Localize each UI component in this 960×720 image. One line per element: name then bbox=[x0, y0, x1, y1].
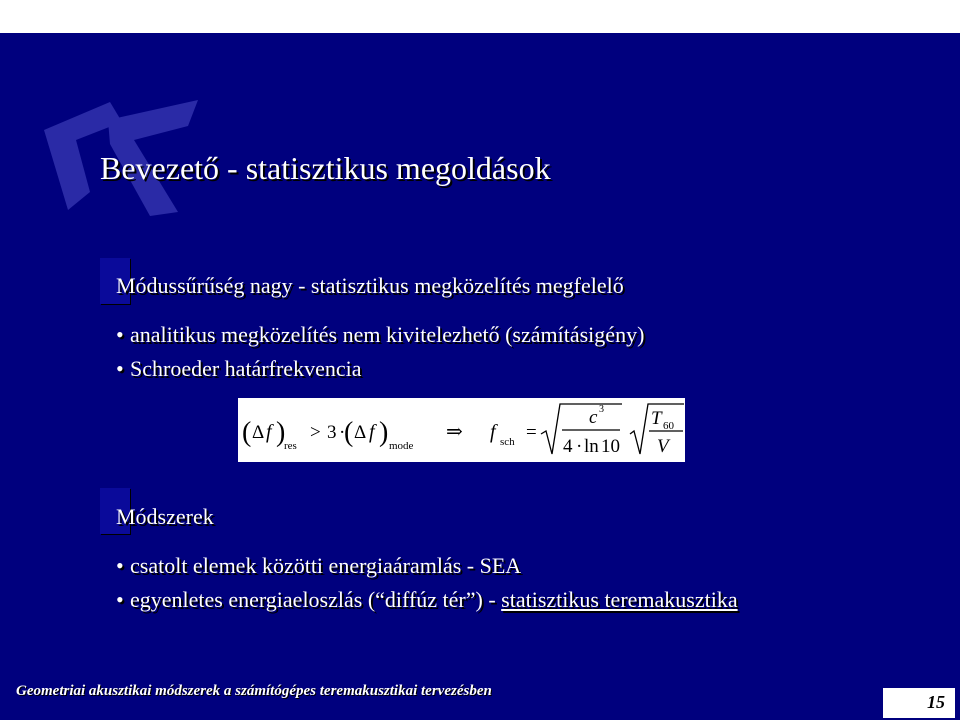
formula-sub-mode: mode bbox=[389, 440, 414, 452]
page-number: 15 bbox=[927, 692, 945, 712]
formula-f-3: f bbox=[490, 421, 496, 443]
bullet-marker: • bbox=[116, 322, 124, 347]
section-heading-2: Módszerek bbox=[116, 504, 214, 529]
formula-delta-1: Δ bbox=[252, 422, 265, 443]
footer-text: Geometriai akusztikai módszerek a számítógépes teremakusztikai tervezésben bbox=[16, 683, 492, 699]
formula-ten: 10 bbox=[601, 436, 620, 457]
formula-dot-1: · bbox=[339, 422, 346, 443]
bullet-marker: • bbox=[116, 553, 124, 578]
formula-lparen-2: ( bbox=[344, 417, 354, 448]
formula-V: V bbox=[657, 436, 669, 457]
bullet-text: analitikus megközelítés nem kivitelezhető (számításigény) bbox=[130, 322, 645, 347]
formula-three: 3 bbox=[327, 422, 337, 443]
page-number-box bbox=[883, 688, 955, 718]
formula-gt: > bbox=[310, 422, 321, 443]
formula-c: c bbox=[589, 407, 598, 428]
bullet-marker: • bbox=[116, 356, 124, 381]
section-heading-1: Módussűrűség nagy - statisztikus megközelítés megfelelő bbox=[116, 273, 624, 298]
formula-f-2: f bbox=[369, 421, 375, 443]
slide-title: Bevezető - statisztikus megoldások bbox=[100, 150, 551, 186]
formula-sub-sch: sch bbox=[500, 436, 515, 448]
bullet-text: egyenletes energiaeloszlás (“diffúz tér”) - bbox=[130, 587, 502, 612]
formula-sub-res: res bbox=[284, 440, 297, 452]
formula-f-1: f bbox=[266, 421, 272, 443]
bullet-item-1 bbox=[116, 321, 644, 349]
formula-rparen-2: ) bbox=[379, 417, 389, 448]
schroeder-formula bbox=[238, 398, 685, 462]
formula-eq: = bbox=[526, 422, 537, 443]
formula-four: 4 bbox=[563, 436, 573, 457]
formula-implies: ⇒ bbox=[446, 421, 463, 443]
bullet-text: Schroeder határfrekvencia bbox=[130, 356, 362, 381]
formula-delta-2: Δ bbox=[354, 422, 367, 443]
bullet-item-3 bbox=[116, 552, 521, 580]
formula-exp3: 3 bbox=[599, 404, 604, 415]
formula-sub-60: 60 bbox=[663, 420, 674, 432]
bullet-marker: • bbox=[116, 587, 124, 612]
formula-dot-2: · bbox=[576, 436, 583, 457]
top-band bbox=[0, 0, 960, 33]
bullet-text: csatolt elemek közötti energiaáramlás - SEA bbox=[130, 553, 522, 578]
formula-rparen-1: ) bbox=[276, 417, 286, 448]
formula-lparen-1: ( bbox=[242, 417, 252, 448]
statisztikus-teremakusztika-link[interactable]: statisztikus teremakusztika bbox=[501, 587, 738, 612]
bullet-item-2 bbox=[116, 355, 361, 383]
formula-ln: ln bbox=[584, 436, 599, 457]
formula-T: T bbox=[651, 408, 662, 429]
bullet-item-4 bbox=[116, 586, 738, 614]
